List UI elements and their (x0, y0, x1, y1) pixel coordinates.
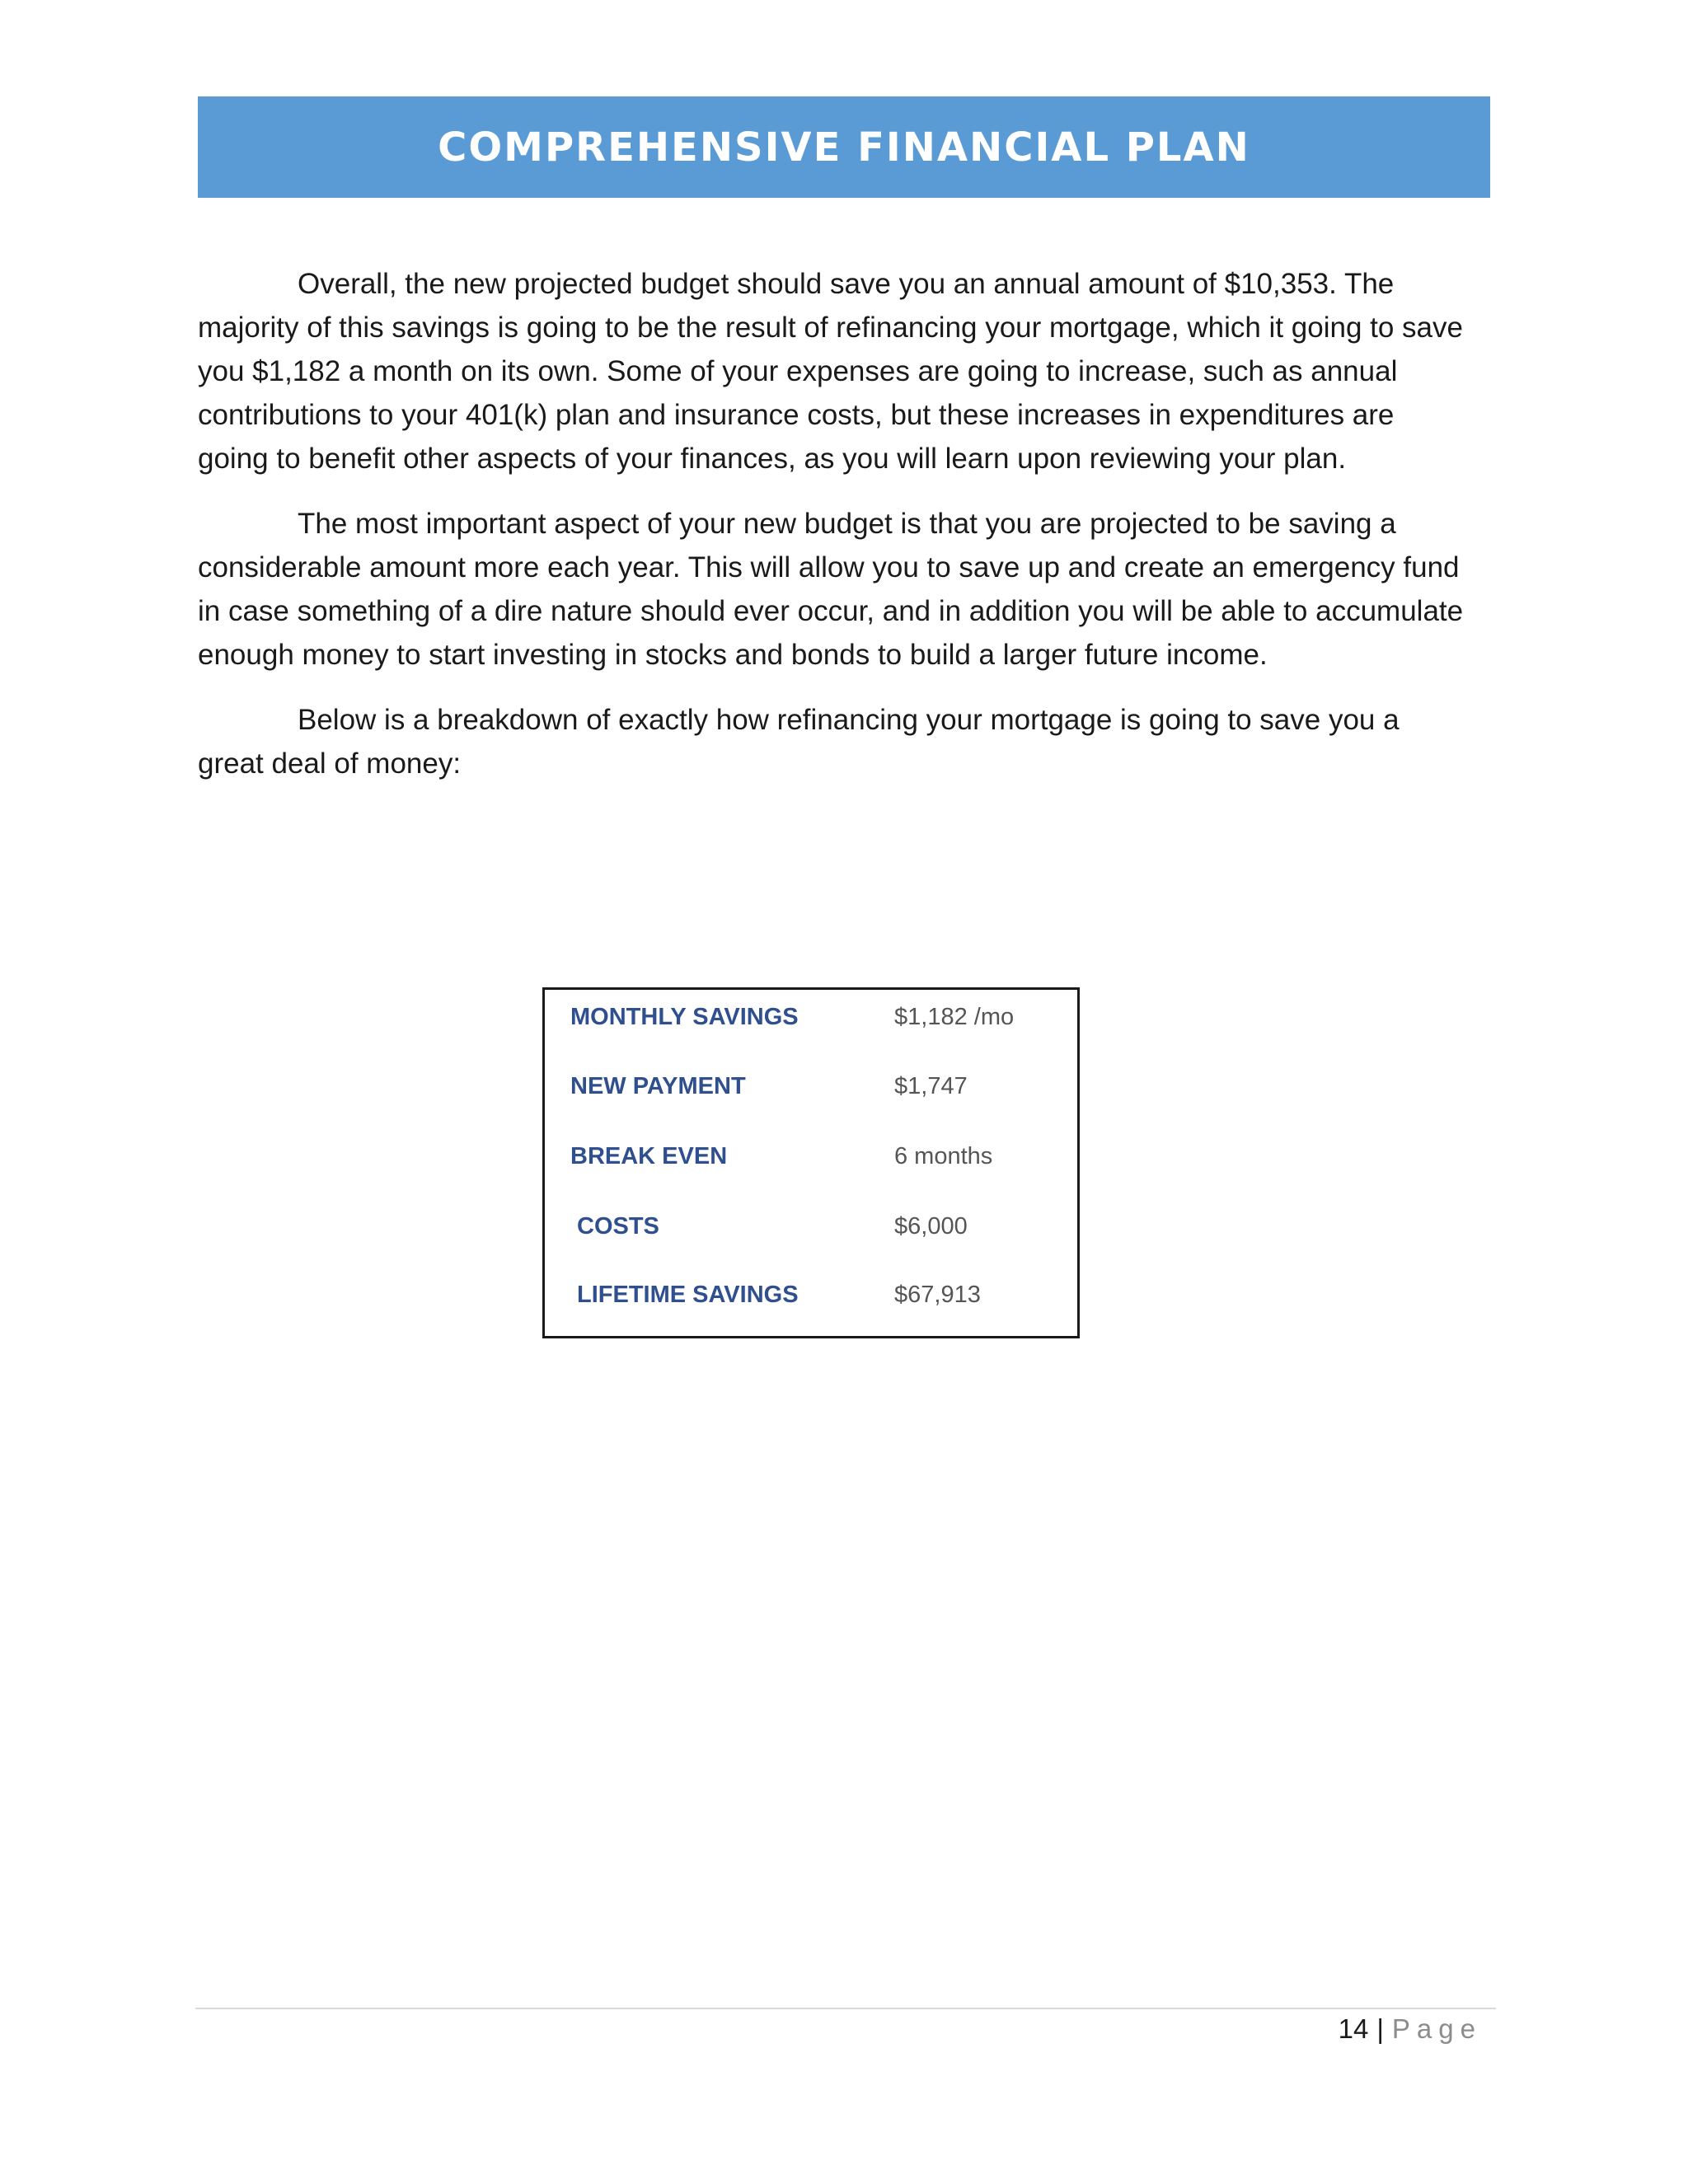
paragraph-budget-overview: Overall, the new projected budget should save you an annual amount of $10,353. The majority of this savings is going to be the result of refinancing your mortgage, which it going to save you $1,182 a month on its own. Some of your expenses are going to increase, such as annual contributions to your 401(k) plan and insurance costs, but these increases in expenditures are going to benefit other aspects of your finances, as you will learn upon reviewing your plan. (198, 268, 1463, 475)
table-row-costs (545, 1202, 1077, 1251)
page-separator: | (1376, 2013, 1384, 2044)
page-footer (1339, 2013, 1482, 2046)
row-label: MONTHLY SAVINGS (570, 1003, 799, 1030)
paragraph-breakdown-intro: Below is a breakdown of exactly how refinancing your mortgage is going to save you a great deal of money: (198, 704, 1400, 780)
table-row-new-payment (545, 1062, 1077, 1111)
header-banner (198, 96, 1490, 198)
footer-divider (195, 2008, 1496, 2009)
row-label: COSTS (577, 1212, 659, 1240)
row-value: $6,000 (894, 1212, 968, 1240)
table-row-lifetime-savings (545, 1270, 1077, 1319)
paragraph-savings-importance: The most important aspect of your new budget is that you are projected to be saving a considerable amount more each year. This will allow you to save up and create an emergency fund in case something of a dire nature should ever occur, and in addition you will be able to accumulate enough money to start investing in stocks and bonds to build a larger future income. (198, 508, 1464, 671)
table-row-break-even (545, 1132, 1077, 1181)
body-text (198, 262, 1467, 807)
row-label: LIFETIME SAVINGS (577, 1281, 799, 1308)
row-value: $1,182 /mo (894, 1003, 1015, 1030)
page-number: 14 (1338, 2013, 1369, 2044)
page-label: Page (1391, 2013, 1482, 2044)
row-label: NEW PAYMENT (570, 1072, 746, 1099)
row-value: $67,913 (894, 1281, 981, 1308)
table-row-monthly-savings (545, 992, 1077, 1042)
mortgage-savings-table (542, 987, 1080, 1338)
page-title: COMPREHENSIVE FINANCIAL PLAN (438, 124, 1250, 171)
row-value: $1,747 (894, 1072, 968, 1099)
row-label: BREAK EVEN (570, 1142, 728, 1169)
row-value: 6 months (894, 1142, 993, 1169)
